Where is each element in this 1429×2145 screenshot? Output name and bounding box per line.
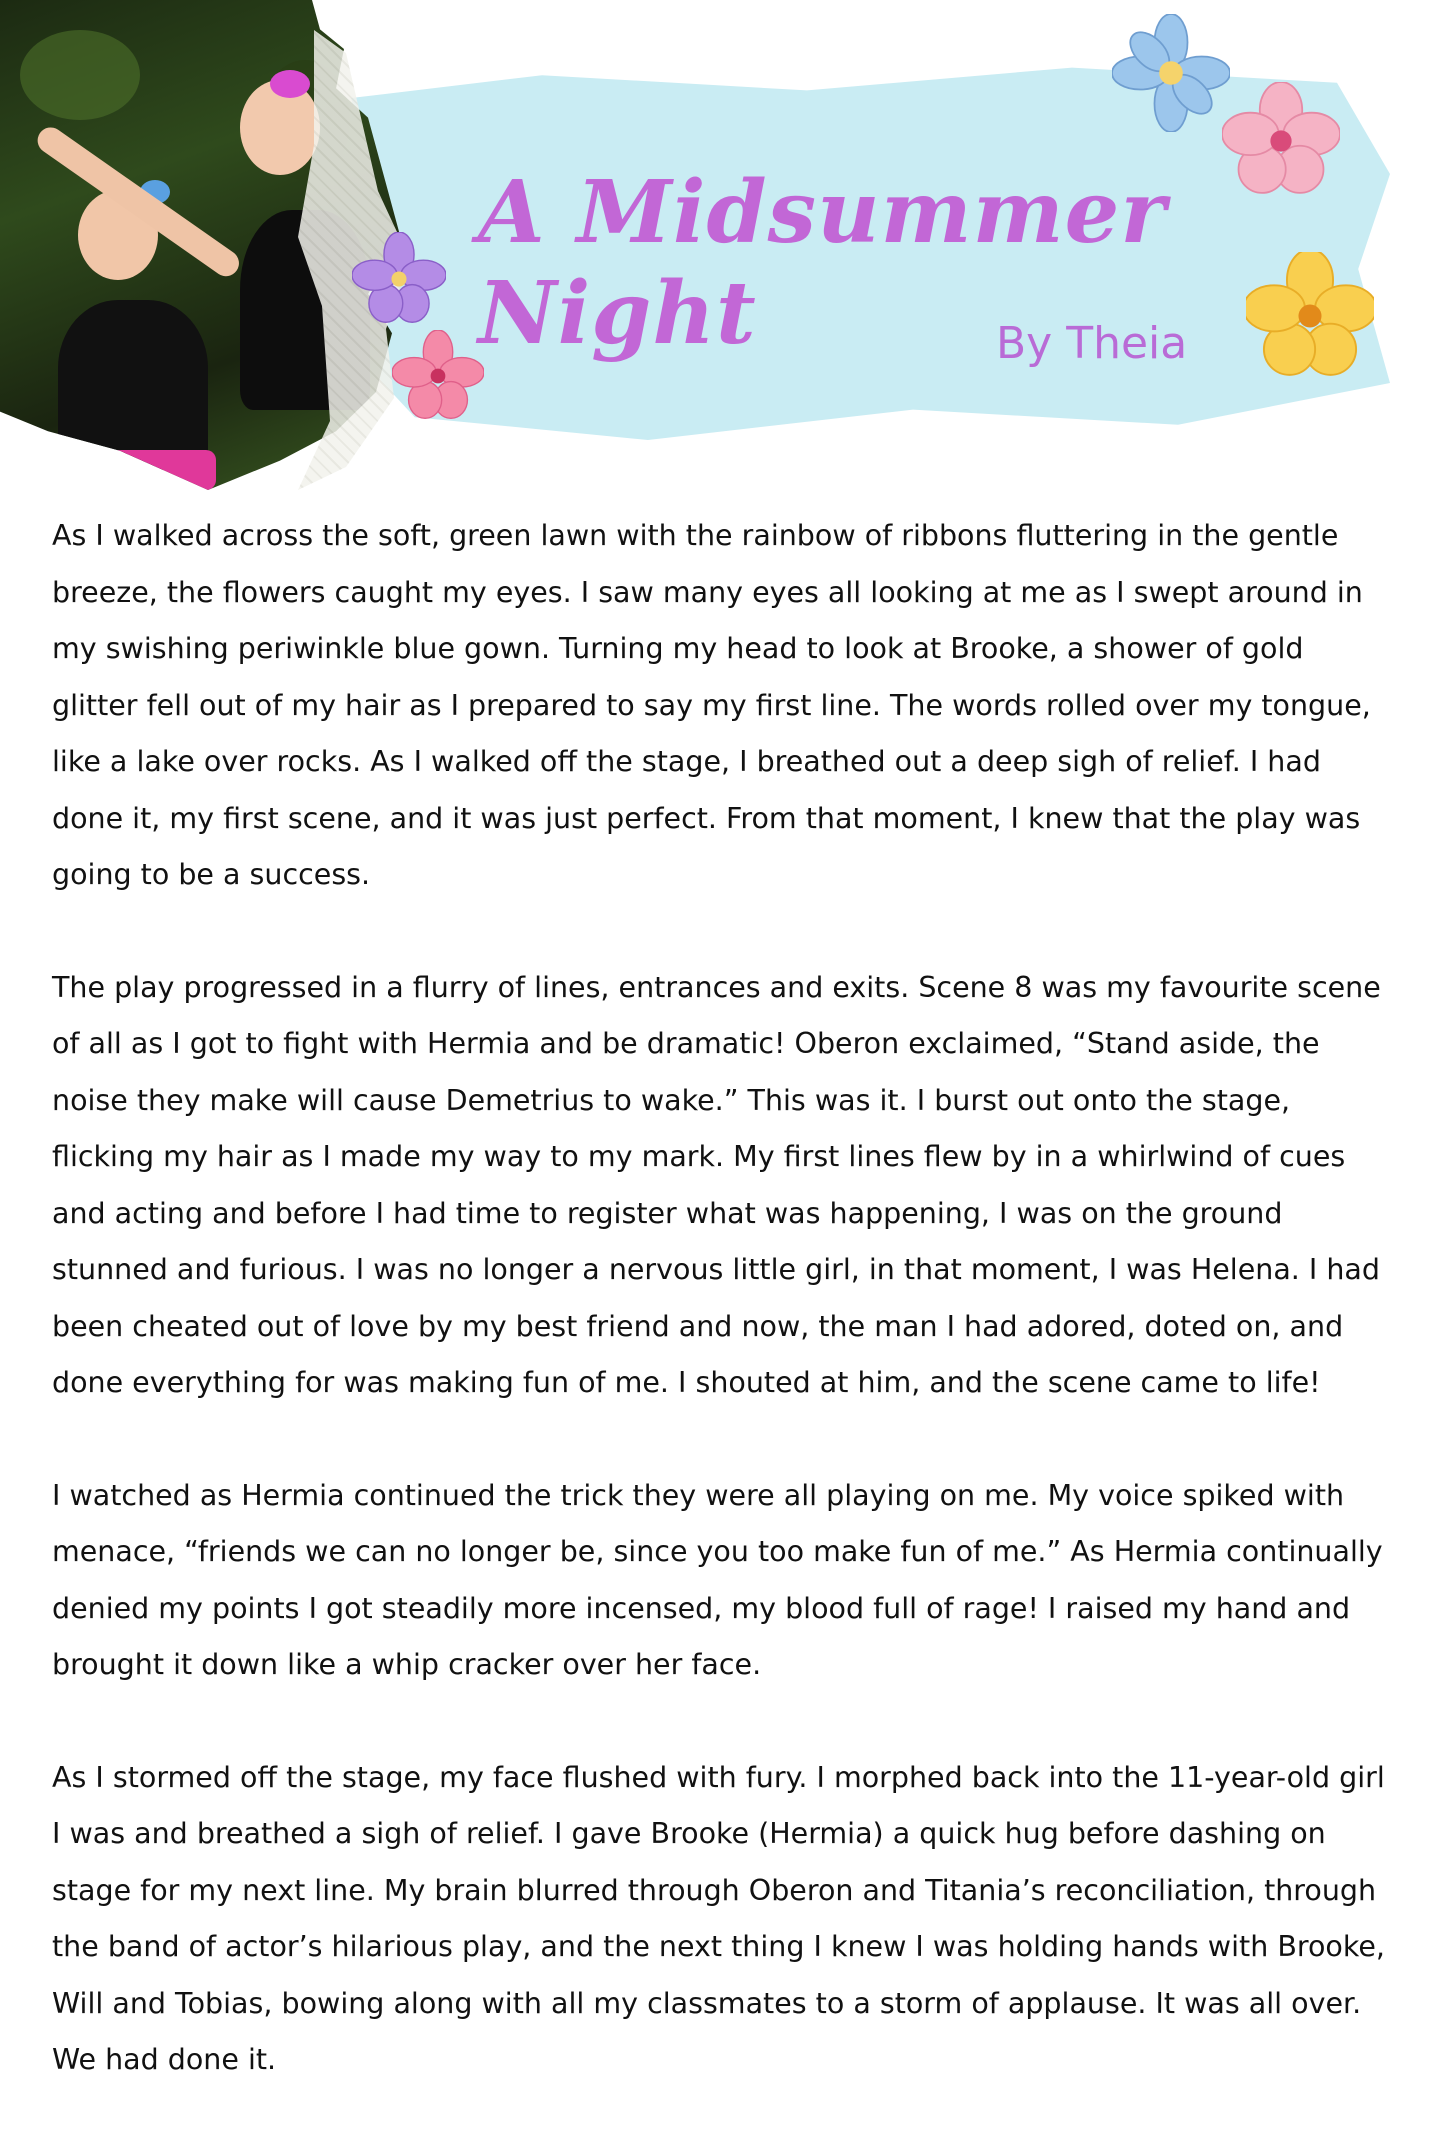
paragraph: The play progressed in a flurry of lines, entrances and exits. Scene 8 was my favourite scene of all as I got to fight with Hermia and be dramatic! Oberon exclaimed, “Stand aside, the noise they make will cause Demetrius to wake.” This was it. I burst out onto the stage, flicking my hair as I made my way to my mark. My first lines flew by in a whirlwind of cues and acting and before I had time to register what was happening, I was on the ground stunned and furious. I was no longer a nervous little girl, in that moment, I was Helena. I had been cheated out of love by my best friend and now, the man I had adored, doted on, and done everything for was making fun of me. I shouted at him, and the scene came to life! bbox=[52, 970, 1381, 1399]
paragraph: As I walked across the soft, green lawn with the rainbow of ribbons fluttering in the gentle breeze, the flowers caught my eyes. I saw many eyes all looking at me as I swept around in my swishing periwinkle blue gown. Turning my head to look at Brooke, a shower of gold glitter fell out of my hair as I prepared to say my first line. The words rolled over my tongue, like a lake over rocks. As I walked off the stage, I breathed out a deep sigh of relief. I had done it, my first scene, and it was just perfect. From that moment, I knew that the play was going to be a success. bbox=[52, 519, 1371, 891]
pink-flower-icon bbox=[1222, 82, 1340, 200]
blue-flower-icon bbox=[1112, 14, 1230, 132]
paragraph: I watched as Hermia continued the trick they were all playing on me. My voice spiked with menace, “friends we can no longer be, since you too make fun of me.” As Hermia continually denied my points I got steadily more incensed, my blood full of rage! I raised my hand and brought it down like a whip cracker over her face. bbox=[52, 1478, 1383, 1681]
paragraph: As I stormed off the stage, my face flushed with fury. I morphed back into the 11-year-old girl I was and breathed a sigh of relief. I gave Brooke (Hermia) a quick hug before dashing on stage for my next line. My brain blurred through Oberon and Titania’s reconciliation, through the band of actor’s hilarious play, and the next thing I knew I was holding hands with Brooke, Will and Tobias, bowing along with all my classmates to a storm of applause. It was all over. We had done it. bbox=[52, 1760, 1385, 2076]
story-body bbox=[52, 508, 1392, 2145]
pink-flower-small-icon bbox=[392, 330, 484, 422]
yellow-flower-icon bbox=[1246, 252, 1374, 380]
purple-flower-icon bbox=[352, 232, 446, 326]
page-title: A Midsummer Night bbox=[478, 162, 1167, 364]
author-byline: By Theia bbox=[996, 318, 1188, 369]
